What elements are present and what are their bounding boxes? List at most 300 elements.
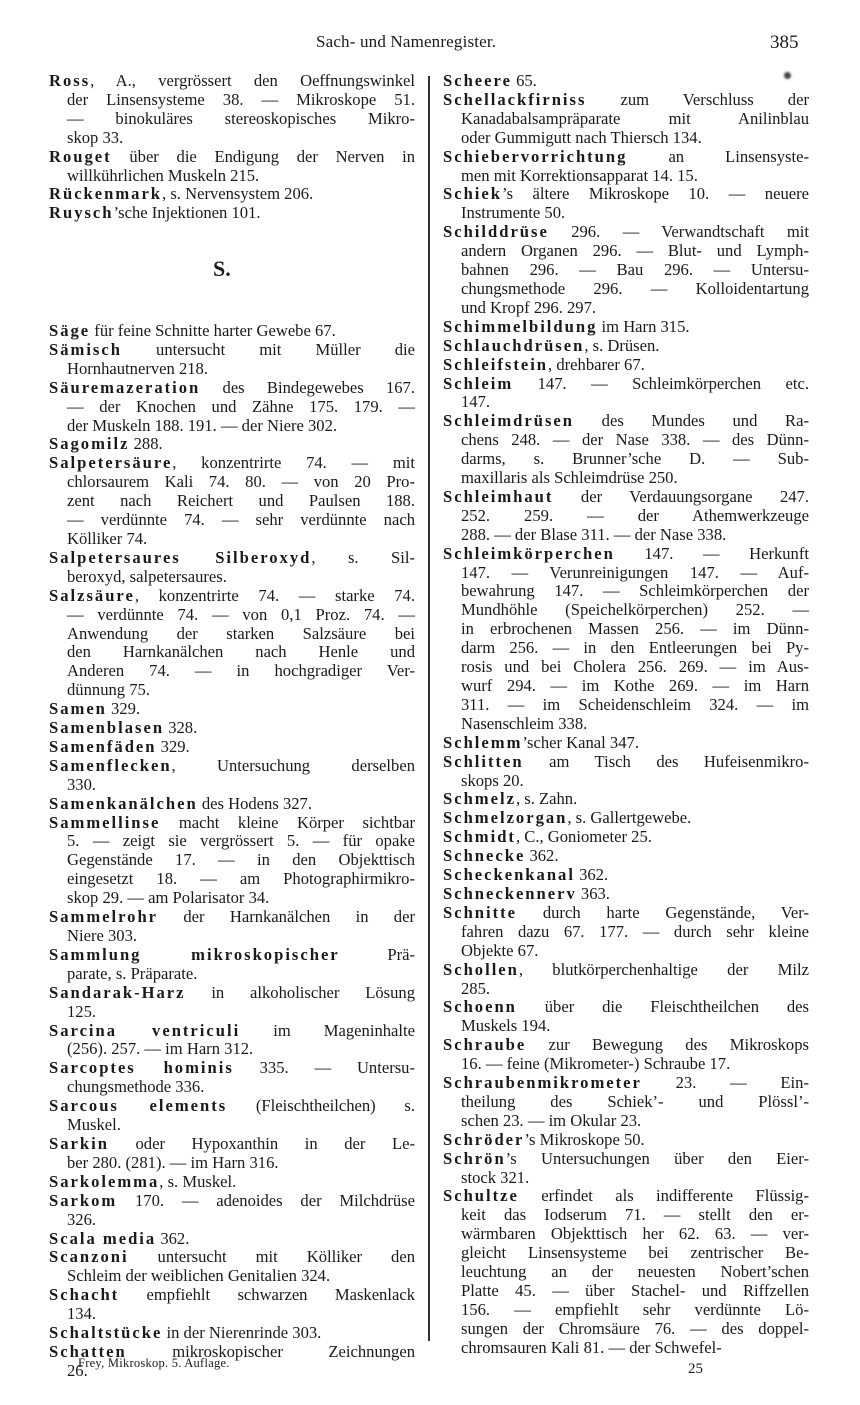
running-head: Sach- und Namenregister.: [316, 32, 497, 51]
entry-continuation-line: [49, 1040, 415, 1059]
entry-text: (Fleischtheilchen) s.: [227, 1096, 415, 1116]
entry-headword: Schrön: [443, 1148, 506, 1168]
entry-continuation-line: [49, 643, 415, 662]
entry-text: in alkoholischer Lösung: [185, 982, 415, 1002]
entry-continuation-line: [443, 507, 809, 526]
entry-first-line: [49, 435, 415, 454]
entry-continuation-line: [49, 129, 415, 148]
entry-first-line: [49, 814, 415, 833]
entry-headword: Schlemm: [443, 732, 523, 752]
entry-text: , blutkörperchenhaltige der Milz: [518, 959, 809, 979]
entry-continuation-line: [443, 1282, 809, 1301]
left-column-s-entries: [49, 322, 415, 1381]
entry-text: willkührlichen Muskeln 215.: [67, 165, 260, 185]
entry-text: , konzentrirte 74. — mit: [172, 453, 415, 473]
index-entry: [49, 322, 415, 341]
entry-continuation-line: [49, 681, 415, 700]
entry-continuation-line: [49, 832, 415, 851]
index-entry: [49, 814, 415, 909]
index-entry: [443, 412, 809, 488]
entry-continuation-line: [49, 1267, 415, 1286]
index-entry: [49, 1059, 415, 1097]
entry-first-line: [49, 984, 415, 1003]
left-column-r-entries: [49, 72, 415, 223]
entry-continuation-line: [49, 1116, 415, 1135]
column-divider: [428, 76, 430, 1341]
entry-first-line: [443, 1150, 809, 1169]
entry-text: Nasenschleim 338.: [461, 713, 588, 733]
entry-first-line: [49, 738, 415, 757]
entry-text: Kanadabalsampräparate mit Anilinblau: [461, 108, 809, 128]
entry-headword: Sarcous elements: [49, 1096, 228, 1116]
entry-first-line: [443, 1187, 809, 1206]
entry-text: 335. — Untersu-: [233, 1058, 415, 1078]
index-entry: [443, 1131, 809, 1150]
entry-first-line: [443, 828, 809, 847]
entry-text: gleicht Linsensysteme bei zentrischer Be-: [461, 1243, 809, 1263]
entry-continuation-line: [49, 511, 415, 530]
index-entry: [49, 757, 415, 795]
entry-first-line: [49, 454, 415, 473]
entry-text: 326.: [67, 1209, 97, 1229]
entry-text: über die Endigung der Nerven in: [111, 146, 415, 166]
entry-headword: Scheere: [443, 71, 512, 90]
index-entry: [49, 1022, 415, 1060]
index-entry: [443, 734, 809, 753]
entry-first-line: [443, 847, 809, 866]
entry-continuation-line: [443, 715, 809, 734]
entry-continuation-line: [443, 167, 809, 186]
entry-text: — der Knochen und Zähne 175. 179. —: [67, 396, 415, 416]
entry-continuation-line: [443, 431, 809, 450]
entry-continuation-line: [49, 625, 415, 644]
entry-first-line: [49, 549, 415, 568]
entry-first-line: [443, 545, 809, 564]
index-entry: [443, 337, 809, 356]
entry-first-line: [49, 322, 415, 341]
entry-text: ’s Mikroskope 50.: [524, 1129, 645, 1149]
entry-headword: Schiebervorrichtung: [443, 146, 628, 166]
index-entry: [49, 1192, 415, 1230]
signature-line: Frey, Mikroskop. 5. Auflage.: [78, 1356, 230, 1370]
entry-continuation-line: [49, 398, 415, 417]
entry-text: 311. — im Scheidenschleim 324. — im: [461, 694, 809, 714]
entry-text: , C., Goniometer 25.: [515, 827, 652, 847]
entry-first-line: [443, 809, 809, 828]
entry-first-line: [443, 375, 809, 394]
entry-continuation-line: [49, 167, 415, 186]
entry-continuation-line: [49, 851, 415, 870]
index-entry: [49, 719, 415, 738]
entry-headword: Schnitte: [443, 902, 518, 922]
index-entry: [443, 866, 809, 885]
index-entry: [443, 885, 809, 904]
entry-text: 362.: [574, 865, 609, 885]
entry-text: ber 280. (281). — im Harn 316.: [67, 1152, 279, 1172]
entry-continuation-line: [443, 1112, 809, 1131]
entry-headword: Schiek: [443, 184, 502, 204]
entry-first-line: [443, 1036, 809, 1055]
index-entry: [49, 454, 415, 549]
entry-continuation-line: [49, 110, 415, 129]
entry-first-line: [443, 488, 809, 507]
entry-text: , s. Zahn.: [515, 789, 578, 809]
index-entry: [443, 488, 809, 545]
index-entry: [49, 185, 415, 204]
entry-continuation-line: [49, 360, 415, 379]
section-heading-s: S.: [213, 256, 231, 281]
entry-text: Niere 303.: [67, 926, 138, 945]
index-entry: [49, 204, 415, 223]
entry-text: rosis und bei Cholera 256. 269. — im Aus-: [461, 657, 809, 677]
entry-text: durch harte Gegenstände, Ver-: [517, 902, 809, 922]
entry-text: Schleim der weiblichen Genitalien 324.: [67, 1266, 331, 1286]
entry-headword: Schimmelbildung: [443, 316, 598, 336]
index-entry: [443, 545, 809, 734]
entry-text: , s. Gallertgewebe.: [567, 808, 692, 828]
entry-text: Hornhautnerven 218.: [67, 358, 209, 378]
entry-text: 329.: [106, 699, 141, 719]
entry-headword: Schleim: [443, 373, 514, 393]
entry-headword: Sammelrohr: [49, 907, 159, 927]
entry-text: ’s Untersuchungen über den Eier-: [505, 1148, 809, 1168]
entry-headword: Sammlung mikroskopischer: [49, 944, 340, 964]
entry-continuation-line: [443, 1017, 809, 1036]
index-entry: [443, 185, 809, 223]
entry-first-line: [443, 961, 809, 980]
entry-text: zur Bewegung des Mikroskops: [526, 1035, 809, 1055]
entry-headword: Schaltstücke: [49, 1323, 163, 1343]
entry-text: chungsmethode 296. — Kolloidentartung: [461, 278, 809, 298]
entry-text: 147.: [461, 392, 491, 412]
index-entry: [443, 961, 809, 999]
index-entry: [443, 1036, 809, 1074]
entry-text: und Kropf 296. 297.: [461, 297, 597, 317]
entry-first-line: [49, 795, 415, 814]
entry-continuation-line: [443, 620, 809, 639]
index-entry: [443, 753, 809, 791]
entry-text: 134.: [67, 1304, 97, 1324]
entry-text: erfindet als indifferente Flüssig-: [518, 1186, 809, 1206]
entry-text: Muskel.: [67, 1115, 121, 1135]
entry-text: chens 248. — der Nase 338. — des Dünn-: [461, 430, 809, 450]
entry-headword: Rückenmark: [49, 184, 163, 204]
entry-first-line: [49, 719, 415, 738]
entry-first-line: [49, 700, 415, 719]
entry-continuation-line: [49, 492, 415, 511]
entry-text: der Harnkanälchen in der: [158, 907, 415, 927]
entry-headword: Scala media: [49, 1228, 157, 1248]
entry-headword: Schleimhaut: [443, 486, 554, 506]
entry-continuation-line: [443, 1263, 809, 1282]
entry-text: , s. Muskel.: [159, 1171, 237, 1191]
entry-headword: Scheckenkanal: [443, 865, 575, 885]
entry-headword: Sandarak-Harz: [49, 982, 186, 1002]
entry-text: schen 23. — im Okular 23.: [461, 1110, 642, 1130]
index-entry: [443, 904, 809, 961]
entry-text: bahnen 296. — Bau 296. — Untersu-: [461, 260, 809, 280]
entry-text: fahren dazu 67. 177. — durch sehr kleine: [461, 921, 809, 941]
entry-text: zum Verschluss der: [586, 89, 809, 109]
entry-continuation-line: [443, 942, 809, 961]
entry-text: theilung des Schiek’- und Plössl’-: [461, 1091, 809, 1111]
entry-text: empfiehlt schwarzen Maskenlack: [119, 1285, 415, 1305]
entry-headword: Samenblasen: [49, 718, 165, 738]
entry-text: chungsmethode 336.: [67, 1077, 205, 1097]
entry-text: 328.: [164, 718, 198, 738]
entry-text: 329.: [156, 736, 190, 756]
entry-continuation-line: [49, 568, 415, 587]
index-entry: [443, 91, 809, 148]
entry-headword: Schmidt: [443, 827, 516, 847]
entry-text: maxillaris als Schleimdrüse 250.: [461, 468, 678, 488]
entry-continuation-line: [443, 1206, 809, 1225]
entry-headword: Sarkin: [49, 1133, 109, 1153]
entry-continuation-line: [49, 776, 415, 795]
entry-text: , s. Nervensystem 206.: [162, 184, 314, 204]
index-entry: [49, 738, 415, 757]
entry-text: im Harn 315.: [597, 316, 690, 336]
entry-continuation-line: [443, 526, 809, 545]
entry-first-line: [49, 1097, 415, 1116]
entry-headword: Schröder: [443, 1129, 525, 1149]
entry-text: in der Nierenrinde 303.: [162, 1323, 322, 1343]
entry-text: ’sche Injektionen 101.: [113, 203, 261, 223]
entry-continuation-line: [49, 606, 415, 625]
entry-first-line: [49, 1230, 415, 1249]
entry-headword: Sagomilz: [49, 434, 130, 454]
entry-continuation-line: [49, 1003, 415, 1022]
entry-headword: Schlitten: [443, 751, 524, 771]
entry-headword: Schleimdrüsen: [443, 411, 575, 431]
entry-headword: Ross: [49, 71, 91, 90]
entry-first-line: [443, 356, 809, 375]
entry-headword: Säuremazeration: [49, 377, 201, 397]
entry-headword: Schraube: [443, 1035, 527, 1055]
entry-continuation-line: [49, 927, 415, 946]
entry-text: 125.: [67, 1001, 97, 1021]
entry-text: untersucht mit Kölliker den: [128, 1247, 415, 1267]
entry-text: des Bindegewebes 167.: [200, 377, 415, 397]
entry-text: stock 321.: [461, 1167, 530, 1187]
entry-first-line: [49, 185, 415, 204]
entry-continuation-line: [443, 204, 809, 223]
entry-text: Kölliker 74.: [67, 528, 148, 548]
entry-first-line: [443, 1074, 809, 1093]
entry-text: 252. 259. — der Athemwerkzeuge: [461, 505, 809, 525]
entry-text: zent nach Reichert und Paulsen 188.: [67, 491, 415, 511]
entry-first-line: [443, 148, 809, 167]
entry-first-line: [443, 866, 809, 885]
entry-text: den Harnkanälchen nach Henle und: [67, 642, 415, 662]
entry-continuation-line: [49, 965, 415, 984]
entry-headword: Sarkom: [49, 1190, 118, 1210]
entry-first-line: [49, 1286, 415, 1305]
entry-continuation-line: [49, 1305, 415, 1324]
entry-continuation-line: [443, 1320, 809, 1339]
entry-first-line: [49, 757, 415, 776]
entry-continuation-line: [443, 658, 809, 677]
index-entry: [443, 847, 809, 866]
index-entry: [49, 1286, 415, 1324]
entry-text: für feine Schnitte harter Gewebe 67.: [90, 321, 336, 340]
index-entry: [49, 72, 415, 148]
index-entry: [49, 435, 415, 454]
entry-headword: Sarcoptes hominis: [49, 1058, 234, 1078]
entry-first-line: [49, 341, 415, 360]
entry-first-line: [49, 1324, 415, 1343]
entry-first-line: [443, 72, 809, 91]
entry-continuation-line: [443, 299, 809, 318]
entry-headword: Schacht: [49, 1285, 120, 1305]
entry-text: über die Fleischtheilchen des: [516, 997, 809, 1017]
entry-headword: Samenfäden: [49, 736, 157, 756]
entry-text: in erbrochenen Massen 256. — im Dünn-: [461, 619, 809, 639]
right-column-entries: [443, 72, 809, 1358]
index-entry: [49, 148, 415, 186]
entry-first-line: [49, 1135, 415, 1154]
entry-headword: Samen: [49, 699, 107, 719]
entry-text: 156. — empfiehlt sehr verdünnte Lö-: [461, 1299, 809, 1319]
index-entry: [49, 1097, 415, 1135]
index-entry: [49, 379, 415, 436]
entry-continuation-line: [49, 417, 415, 436]
entry-first-line: [443, 734, 809, 753]
entry-headword: Rouget: [49, 146, 112, 166]
entry-text: — binokuläres stereoskopisches Mikro-: [67, 108, 415, 128]
index-entry: [49, 946, 415, 984]
entry-continuation-line: [443, 242, 809, 261]
entry-text: oder Gummigutt nach Thiersch 134.: [461, 127, 702, 147]
index-entry: [443, 1187, 809, 1357]
entry-continuation-line: [443, 261, 809, 280]
entry-text: (256). 257. — im Harn 312.: [67, 1039, 254, 1059]
entry-text: 26.: [67, 1360, 88, 1380]
entry-headword: Salzsäure: [49, 585, 135, 605]
entry-headword: Schmelz: [443, 789, 516, 809]
entry-text: 16. — feine (Mikrometer-) Schraube 17.: [461, 1054, 731, 1074]
sheet-number: 25: [688, 1361, 703, 1377]
entry-continuation-line: [443, 980, 809, 999]
entry-headword: Schellackfirniss: [443, 89, 587, 109]
entry-text: , s. Drüsen.: [584, 335, 660, 355]
entry-continuation-line: [443, 582, 809, 601]
entry-text: 170. — adenoides der Milchdrüse: [117, 1190, 415, 1210]
entry-text: ’scher Kanal 347.: [522, 732, 639, 752]
index-entry: [443, 809, 809, 828]
entry-text: des Hodens 327.: [197, 793, 312, 813]
entry-text: chromsauren Kali 81. — der Schwefel-: [461, 1337, 722, 1357]
entry-continuation-line: [443, 129, 809, 148]
index-entry: [49, 984, 415, 1022]
entry-first-line: [443, 318, 809, 337]
entry-continuation-line: [49, 662, 415, 681]
index-entry: [443, 790, 809, 809]
entry-headword: Sammellinse: [49, 812, 161, 832]
entry-continuation-line: [443, 1055, 809, 1074]
entry-text: 330.: [67, 774, 97, 794]
entry-first-line: [443, 223, 809, 242]
entry-text: der Verdauungsorgane 247.: [553, 486, 809, 506]
entry-continuation-line: [443, 1225, 809, 1244]
entry-continuation-line: [443, 639, 809, 658]
entry-text: 285.: [461, 978, 491, 998]
entry-text: — verdünnte 74. — sehr verdünnte nach: [67, 510, 415, 530]
entry-first-line: [49, 1173, 415, 1192]
entry-text: beroxyd, salpetersaures.: [67, 566, 227, 586]
entry-headword: Schoenn: [443, 997, 517, 1017]
entry-first-line: [49, 1022, 415, 1041]
entry-text: der Muskeln 188. 191. — der Niere 302.: [67, 415, 338, 435]
entry-text: 288.: [129, 434, 163, 454]
entry-continuation-line: [443, 1093, 809, 1112]
entry-text: dünnung 75.: [67, 680, 150, 700]
entry-text: Muskels 194.: [461, 1016, 551, 1036]
entry-text: keit das Iodserum 71. — stellt den er-: [461, 1205, 809, 1225]
entry-text: im Mageninhalte: [240, 1020, 415, 1040]
entry-continuation-line: [49, 1211, 415, 1230]
index-entry: [49, 341, 415, 379]
index-entry: [443, 318, 809, 337]
entry-headword: Schraubenmikrometer: [443, 1073, 642, 1093]
entry-headword: Sarcina ventriculi: [49, 1020, 241, 1040]
index-entry: [49, 1173, 415, 1192]
index-entry: [443, 148, 809, 186]
index-entry: [49, 1248, 415, 1286]
entry-text: Anwendung der starken Salzsäure bei: [67, 623, 415, 643]
entry-first-line: [443, 885, 809, 904]
entry-first-line: [443, 1131, 809, 1150]
entry-text: Anderen 74. — in hochgradiger Ver-: [67, 661, 415, 681]
index-entry: [49, 1135, 415, 1173]
entry-first-line: [49, 204, 415, 223]
entry-text: am Tisch des Hufeisenmikro-: [523, 751, 809, 771]
entry-headword: Schollen: [443, 959, 519, 979]
entry-continuation-line: [443, 280, 809, 299]
entry-headword: Schnecke: [443, 846, 526, 866]
entry-text: mikroskopischer Zeichnungen: [126, 1341, 415, 1361]
entry-first-line: [49, 587, 415, 606]
entry-text: der Linsensysteme 38. — Mikroskope 51.: [67, 89, 415, 109]
index-entry: [443, 828, 809, 847]
entry-text: an Linsensyste-: [627, 146, 809, 166]
entry-continuation-line: [443, 1169, 809, 1188]
page-number: 385: [770, 32, 799, 53]
entry-text: des Mundes und Ra-: [574, 411, 809, 431]
entry-text: bewahrung 147. — Schleimkörperchen der: [461, 581, 809, 601]
index-entry: [49, 908, 415, 946]
entry-continuation-line: [443, 469, 809, 488]
index-entry: [49, 795, 415, 814]
entry-headword: Salpetersäure: [49, 453, 173, 473]
entry-continuation-line: [443, 110, 809, 129]
entry-text: 362.: [525, 846, 559, 866]
entry-first-line: [49, 1059, 415, 1078]
index-entry: [443, 998, 809, 1036]
entry-text: wurf 294. — im Kothe 269. — im Harn: [461, 676, 809, 695]
entry-continuation-line: [49, 530, 415, 549]
entry-text: Platte 45. — über Stachel- und Riffzellen: [461, 1281, 809, 1300]
entry-text: darm 256. — in den Entleerungen bei Py-: [461, 638, 809, 658]
entry-headword: Sämisch: [49, 339, 122, 359]
entry-text: Prä-: [339, 944, 416, 964]
entry-text: 363.: [576, 883, 610, 903]
entry-text: andern Organen 296. — Blut- und Lymph-: [461, 241, 809, 261]
entry-text: 147. — Herkunft: [614, 543, 809, 563]
entry-text: wärmbaren Objekttisch her 62. 63. — ver-: [461, 1224, 809, 1244]
entry-continuation-line: [443, 393, 809, 412]
entry-text: darms, s. Brunner’sche D. — Sub-: [461, 449, 809, 469]
